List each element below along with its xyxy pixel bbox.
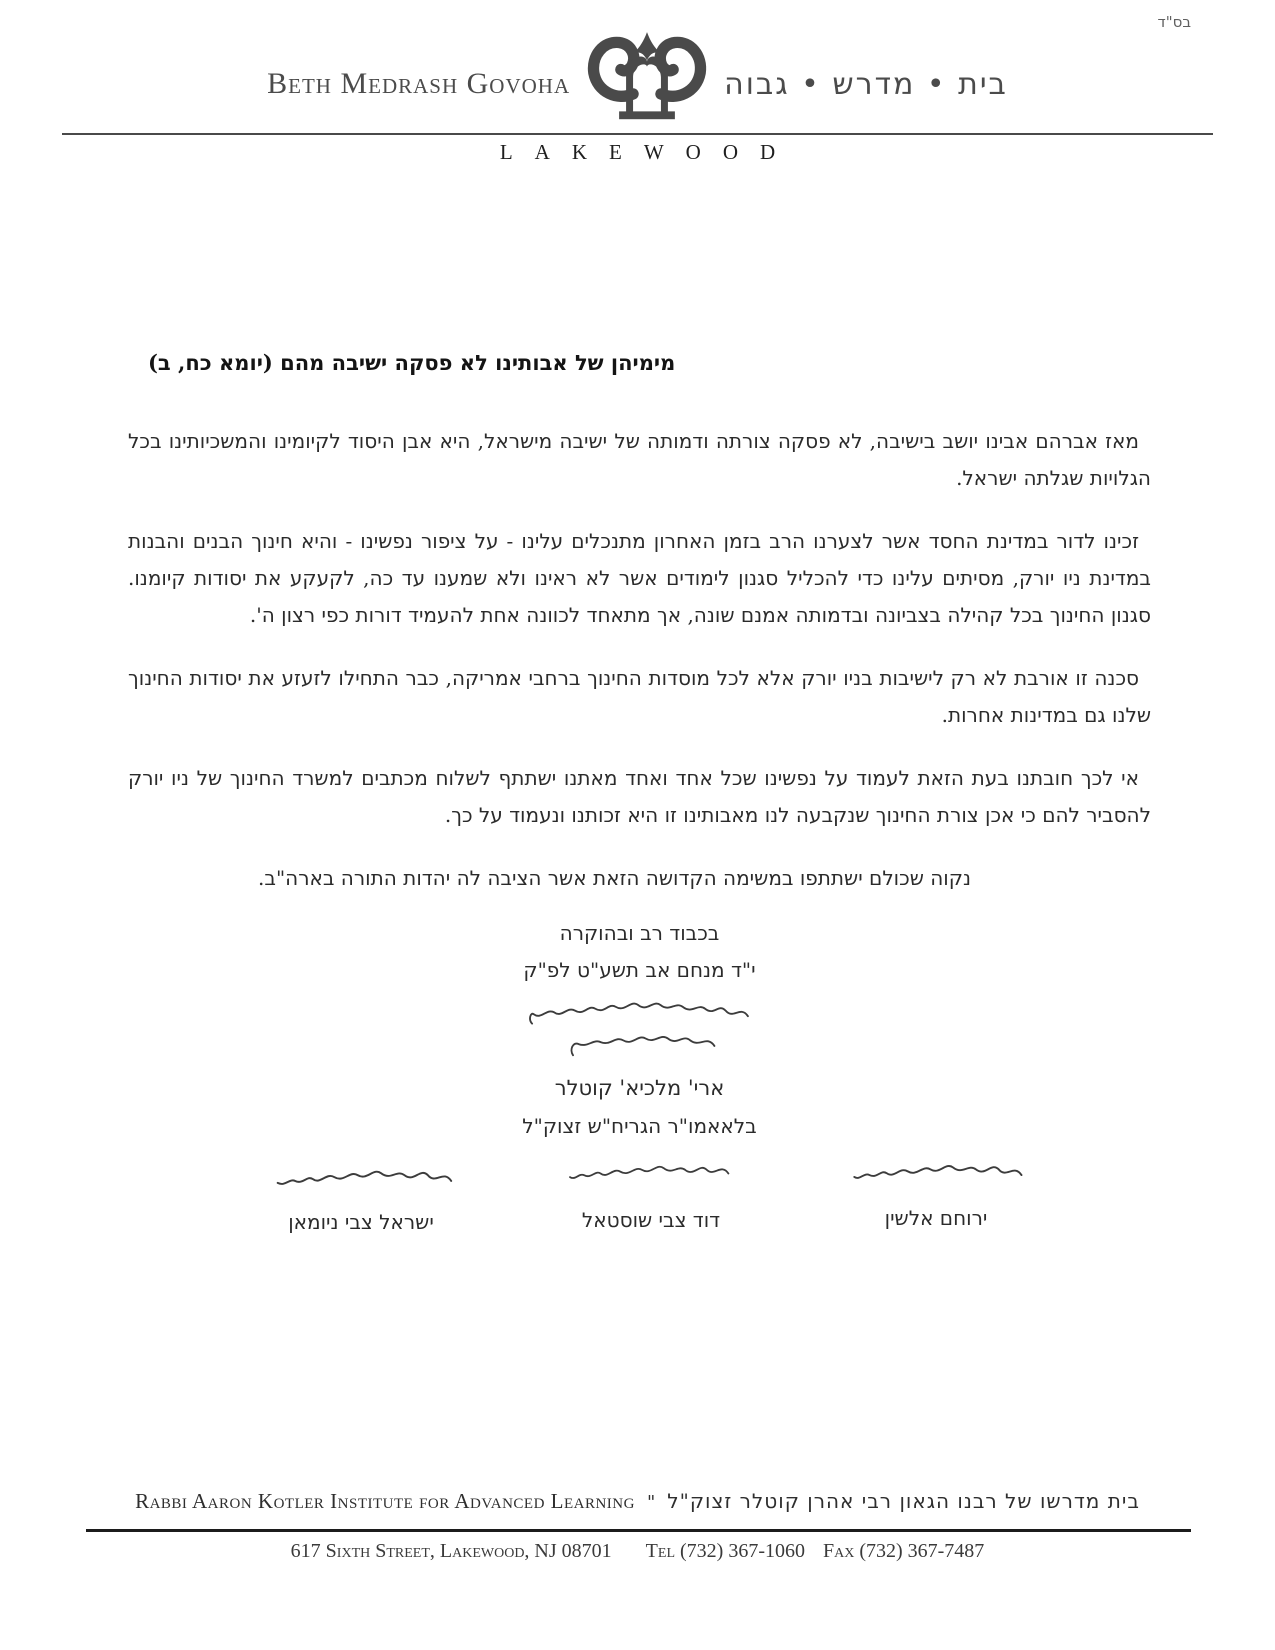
paragraph-4: אי לכך חובתנו בעת הזאת לעמוד על נפשינו שכל אחד ואחד מאתנו ישתתף לשלוח מכתבים למשרד החינוך של ניו יורק להסביר להם כי אכן צורת החינוך שנקבעה לנו מאבותינו זו היא זכותנו ונעמוד על כך.	[128, 766, 1151, 827]
cosigner-name: ירוחם אלשין	[884, 1206, 988, 1230]
tel-label: Tel	[645, 1540, 675, 1562]
institute-name-hebrew: בית מדרשו של רבנו הגאון רבי אהרן קוטלר זצוק"ל	[667, 1489, 1140, 1513]
tel-number: (732) 367-1060	[680, 1540, 805, 1562]
signature-schustal-handwritten	[561, 1152, 741, 1204]
cosigner-3	[236, 1154, 486, 1234]
letterhead-rule	[62, 133, 1213, 135]
bmg-crown-logo-icon	[586, 30, 708, 130]
fax-label: Fax	[822, 1540, 855, 1562]
fax-number: (732) 367-7487	[859, 1540, 985, 1562]
letterhead-row	[0, 34, 1275, 134]
signature-kotler-handwritten	[505, 992, 775, 1072]
cosigners-block	[128, 1150, 1151, 1270]
footer-contact-line	[0, 1540, 1275, 1563]
paragraph-5: נקוה שכולם ישתתפו במשימה הקדושה הזאת אשר הציבה לה יהדות התורה בארה"ב.	[258, 866, 971, 890]
signature-olshin-handwritten	[841, 1150, 1031, 1202]
paragraph-1: מאז אברהם אבינו יושב בישיבה, לא פסקה צורתה ודמותה של ישיבה מישראל, היא אבן היסוד לקיומינו והמשכיותינו בכל הגלויות שגלתה ישראל.	[128, 429, 1151, 490]
cosigner-1	[811, 1150, 1061, 1230]
signature-neuman-handwritten	[264, 1154, 459, 1206]
footer-rule	[86, 1529, 1191, 1532]
signer-name: ארי' מלכיא' קוטלר	[554, 1076, 725, 1100]
letterhead	[0, 34, 1275, 164]
footer-quote-mark: "	[646, 1492, 656, 1513]
letter-title: מימיהן של אבותינו לא פסקה ישיבה מהם (יומא כח, ב)	[148, 350, 676, 375]
cosigner-name: ישראל צבי ניומאן	[288, 1210, 434, 1234]
closing-salutation: בכבוד רב ובהוקרה	[559, 921, 720, 945]
org-name-english: Beth Medrash Govoha	[267, 67, 571, 100]
date-line: י"ד מנחם אב תשע"ט לפ"ק	[523, 958, 756, 982]
cosigner-2	[526, 1152, 776, 1232]
org-city: LAKEWOOD	[499, 140, 798, 164]
paragraph-3: סכנה זו אורבת לא רק לישיבות בניו יורק אלא לכל מוסדות החינוך ברחבי אמריקה, כבר התחילו לזעזע את יסודות החינוך שלנו גם במדינות אחרות.	[128, 666, 1151, 727]
institute-name-english: Rabbi Aaron Kotler Institute for Advanced Learning	[135, 1489, 635, 1513]
org-name-hebrew: בית • מדרש • גבוה	[724, 66, 1008, 102]
signer-title: בלאאמו"ר הגריח"ש זצוק"ל	[522, 1114, 757, 1138]
cosigner-name: דוד צבי שוסטאל	[581, 1208, 721, 1232]
letter-body	[128, 350, 1151, 1270]
paragraph-2: זכינו לדור במדינת החסד אשר לצערנו הרב בזמן האחרון מתנכלים עלינו - על ציפור נפשינו - והיא חינוך הבנים והבנות במדינת ניו יורק, מסיתים עלינו כדי להכליל סגנון לימודים אשר לא ראינו ולא שמענו עד כה, לקעקע את יסודות קיומנו. סגנון החינוך בכל קהילה בצביונה ובדמותה אמנם שונה, אך מתאחד לכוונה אחת להעמיד דורות כפי רצון ה'.	[128, 529, 1151, 627]
bsd-mark: בס"ד	[1157, 13, 1191, 31]
footer-institute-line	[0, 1489, 1275, 1514]
street-address: 617 Sixth Street, Lakewood, NJ 08701	[290, 1540, 612, 1562]
